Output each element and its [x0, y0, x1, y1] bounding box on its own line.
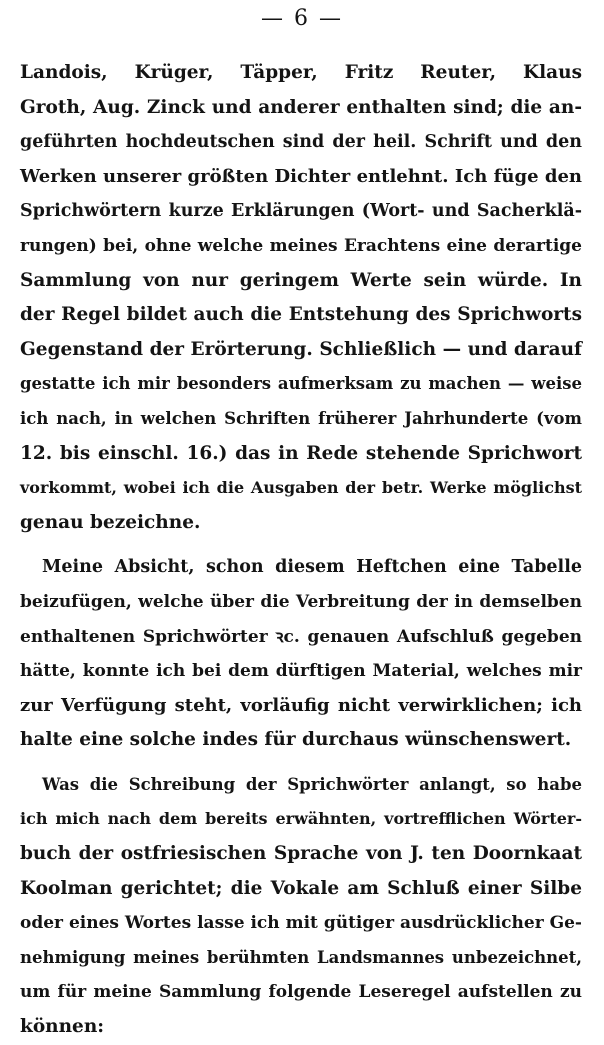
text-line: Werken unserer größten Dichter entlehnt. Ich füge den: [20, 165, 582, 187]
text-line: Sammlung von nur geringem Werte sein würde. In: [20, 269, 582, 291]
text-line: 12. bis einschl. 16.) das in Rede stehende Sprichwort: [20, 442, 582, 464]
text-line: hätte, konnte ich bei dem dürftigen Material, welches mir: [20, 661, 582, 682]
text-line: enthaltenen Sprichwörter ꝛc. genauen Aufschluß gegeben: [20, 626, 582, 647]
text-line: rungen) bei, ohne welche meines Erachtens eine derartige: [20, 235, 582, 256]
text-line: Groth, Aug. Zinck und anderer enthalten sind; die an-: [20, 96, 582, 118]
text-line: genau bezeichne.: [20, 511, 201, 533]
page-number: — 6 —: [261, 6, 343, 31]
text-line: buch der ostfriesischen Sprache von J. ten Doornkaat: [20, 843, 582, 865]
text-line: ich mich nach dem bereits erwähnten, vortrefflichen Wörter-: [20, 809, 582, 829]
text-line: um für meine Sammlung folgende Leseregel aufstellen zu: [20, 982, 582, 1003]
text-line: Landois, Krüger, Täpper, Fritz Reuter, Klaus: [20, 62, 582, 83]
text-line: nehmigung meines berühmten Landsmannes unbezeichnet,: [20, 947, 582, 967]
text-line: der Regel bildet auch die Entstehung des Sprichworts: [20, 304, 582, 326]
text-line: Gegenstand der Erörterung. Schließlich — und darauf: [20, 338, 582, 360]
text-line: können:: [20, 1016, 105, 1038]
text-line: oder eines Wortes lasse ich mit gütiger ausdrücklicher Ge-: [20, 913, 582, 934]
paragraph-gap: [20, 540, 582, 550]
body-text: [20, 56, 582, 1045]
paragraph: [20, 550, 582, 758]
text-line: ich nach, in welchen Schriften früherer Jahrhunderte (vom: [20, 408, 582, 428]
text-line: Meine Absicht, schon diesem Heftchen eine Tabelle: [42, 557, 582, 578]
text-line: zur Verfügung steht, vorläufig nicht verwirklichen; ich: [20, 694, 582, 716]
text-line: Sprichwörtern kurze Erklärungen (Wort- und Sacherklä-: [20, 201, 582, 222]
text-line: geführten hochdeutschen sind der heil. Schrift und den: [20, 132, 582, 153]
paragraph-gap: [20, 758, 582, 768]
text-line: beizufügen, welche über die Verbreitung der in demselben: [20, 591, 582, 612]
text-line: vorkommt, wobei ich die Ausgaben der betr. Werke möglichst: [20, 478, 582, 498]
text-line: Koolman gerichtet; die Vokale am Schluß einer Silbe: [20, 877, 582, 899]
text-line: halte eine solche indes für durchaus wünschenswert.: [20, 729, 572, 751]
text-line: gestatte ich mir besonders aufmerksam zu machen — weise: [20, 374, 582, 394]
paragraph: [20, 768, 582, 1045]
paragraph: [20, 56, 582, 540]
text-line: Was die Schreibung der Sprichwörter anlangt, so habe: [42, 774, 582, 794]
